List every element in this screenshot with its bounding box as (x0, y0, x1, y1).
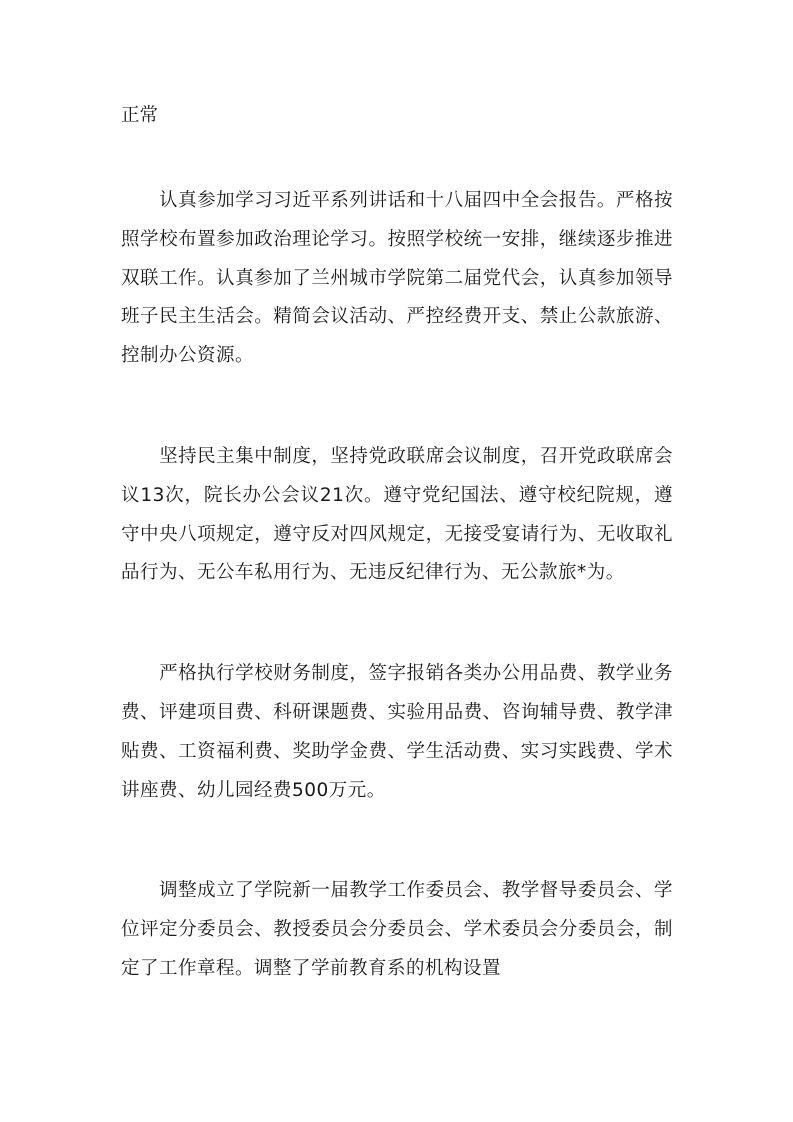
document-page (121, 97, 673, 989)
paragraph-finance: 严格执行学校财务制度，签字报销各类办公用品费、教学业务费、评建项目费、科研课题费、实验用品费、咨询辅导费、教学津贴费、工资福利费、奖助学金费、学生活动费、实习实践费、学术讲座费、幼儿园经费500万元。 (121, 663, 673, 801)
section-heading: 正常 (121, 105, 159, 126)
paragraph-committees: 调整成立了学院新一届教学工作委员会、教学督导委员会、学位评定分委员会、教授委员会分委员会、学术委员会分委员会，制定了工作章程。调整了学前教育系的机构设置 (121, 880, 673, 979)
paragraph-discipline: 坚持民主集中制度，坚持党政联席会议制度，召开党政联席会议13次，院长办公会议21次。遵守党纪国法、遵守校纪院规，遵守中央八项规定，遵守反对四风规定，无接受宴请行为、无收取礼品行为、无公车私用行为、无违反纪律行为、无公款旅*为。 (121, 445, 673, 584)
paragraph-political-study: 认真参加学习习近平系列讲话和十八届四中全会报告。严格按照学校布置参加政治理论学习。按照学校统一安排，继续逐步推进双联工作。认真参加了兰州城市学院第二届党代会，认真参加领导班子民主生活会。精简会议活动、严控经费开支、禁止公款旅游、控制办公资源。 (121, 190, 673, 367)
